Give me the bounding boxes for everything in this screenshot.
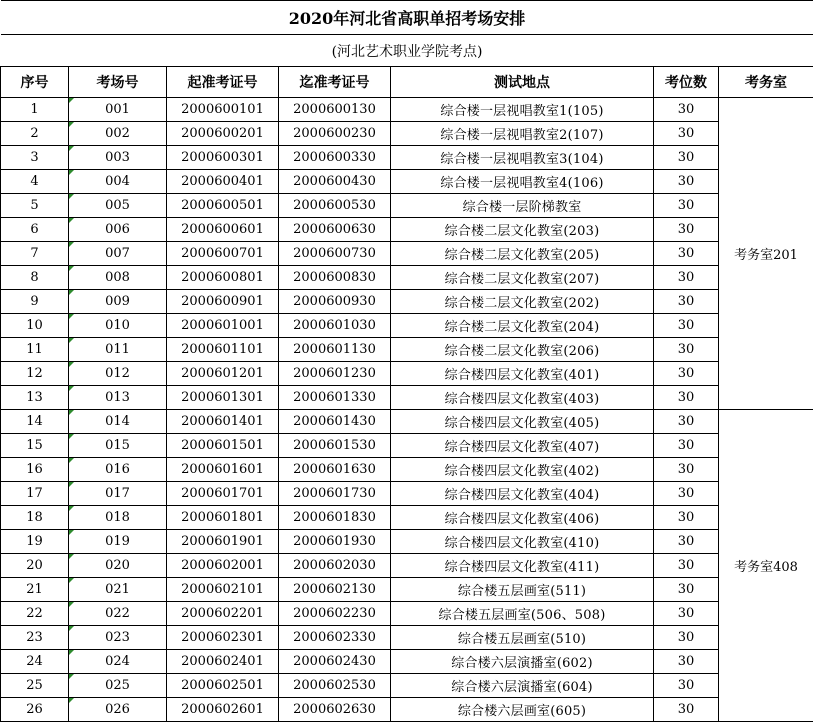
exam-room-cell: 013 [69, 386, 167, 410]
table-row [1, 410, 813, 434]
location-cell: 综合楼四层文化教室(401) [391, 362, 654, 386]
seats-cell: 30 [654, 290, 719, 314]
table-row [1, 578, 813, 602]
row-number-cell: 1 [1, 98, 69, 122]
start-id-cell: 2000601401 [167, 410, 279, 434]
exam-room-cell: 024 [69, 650, 167, 674]
location-cell: 综合楼四层文化教室(407) [391, 434, 654, 458]
row-number-cell: 2 [1, 122, 69, 146]
exam-room-cell: 017 [69, 482, 167, 506]
exam-room-cell: 004 [69, 170, 167, 194]
header-location: 测试地点 [391, 67, 654, 98]
location-cell: 综合楼二层文化教室(203) [391, 218, 654, 242]
end-id-cell: 2000601330 [279, 386, 391, 410]
table-row [1, 98, 813, 122]
exam-room-cell: 014 [69, 410, 167, 434]
location-cell: 综合楼四层文化教室(404) [391, 482, 654, 506]
row-number-cell: 19 [1, 530, 69, 554]
end-id-cell: 2000601630 [279, 458, 391, 482]
start-id-cell: 2000601301 [167, 386, 279, 410]
end-id-cell: 2000600230 [279, 122, 391, 146]
table-row [1, 386, 813, 410]
seats-cell: 30 [654, 362, 719, 386]
exam-room-cell: 021 [69, 578, 167, 602]
row-number-cell: 20 [1, 554, 69, 578]
start-id-cell: 2000602601 [167, 698, 279, 722]
table-row [1, 554, 813, 578]
seats-cell: 30 [654, 338, 719, 362]
table-row [1, 698, 813, 722]
office-cell: 考务室408 [719, 410, 813, 722]
seats-cell: 30 [654, 554, 719, 578]
end-id-cell: 2000602030 [279, 554, 391, 578]
table-row [1, 530, 813, 554]
start-id-cell: 2000601801 [167, 506, 279, 530]
exam-room-cell: 006 [69, 218, 167, 242]
table-row [1, 506, 813, 530]
start-id-cell: 2000601001 [167, 314, 279, 338]
start-id-cell: 2000602501 [167, 674, 279, 698]
location-cell: 综合楼一层视唱教室1(105) [391, 98, 654, 122]
start-id-cell: 2000602101 [167, 578, 279, 602]
exam-room-cell: 016 [69, 458, 167, 482]
start-id-cell: 2000601101 [167, 338, 279, 362]
start-id-cell: 2000600101 [167, 98, 279, 122]
end-id-cell: 2000600330 [279, 146, 391, 170]
exam-room-cell: 003 [69, 146, 167, 170]
row-number-cell: 6 [1, 218, 69, 242]
seats-cell: 30 [654, 266, 719, 290]
end-id-cell: 2000601230 [279, 362, 391, 386]
seats-cell: 30 [654, 98, 719, 122]
location-cell: 综合楼四层文化教室(403) [391, 386, 654, 410]
header-no: 序号 [1, 67, 69, 98]
exam-room-cell: 023 [69, 626, 167, 650]
sheet-subtitle: (河北艺术职业学院考点) [1, 35, 813, 67]
end-id-cell: 2000601730 [279, 482, 391, 506]
end-id-cell: 2000601430 [279, 410, 391, 434]
location-cell: 综合楼四层文化教室(406) [391, 506, 654, 530]
end-id-cell: 2000600630 [279, 218, 391, 242]
start-id-cell: 2000600301 [167, 146, 279, 170]
exam-room-cell: 008 [69, 266, 167, 290]
location-cell: 综合楼四层文化教室(402) [391, 458, 654, 482]
table-row [1, 602, 813, 626]
location-cell: 综合楼六层画室(605) [391, 698, 654, 722]
seats-cell: 30 [654, 482, 719, 506]
end-id-cell: 2000600730 [279, 242, 391, 266]
exam-room-cell: 026 [69, 698, 167, 722]
table-row [1, 650, 813, 674]
seats-cell: 30 [654, 698, 719, 722]
row-number-cell: 3 [1, 146, 69, 170]
table-row [1, 242, 813, 266]
location-cell: 综合楼一层阶梯教室 [391, 194, 654, 218]
row-number-cell: 10 [1, 314, 69, 338]
exam-room-cell: 022 [69, 602, 167, 626]
row-number-cell: 9 [1, 290, 69, 314]
location-cell: 综合楼四层文化教室(410) [391, 530, 654, 554]
seats-cell: 30 [654, 146, 719, 170]
location-cell: 综合楼二层文化教室(206) [391, 338, 654, 362]
table-row [1, 194, 813, 218]
table-row [1, 458, 813, 482]
table-row [1, 122, 813, 146]
start-id-cell: 2000601201 [167, 362, 279, 386]
location-cell: 综合楼六层演播室(604) [391, 674, 654, 698]
end-id-cell: 2000601030 [279, 314, 391, 338]
header-seats: 考位数 [654, 67, 719, 98]
location-cell: 综合楼一层视唱教室3(104) [391, 146, 654, 170]
exam-room-cell: 012 [69, 362, 167, 386]
row-number-cell: 4 [1, 170, 69, 194]
location-cell: 综合楼二层文化教室(207) [391, 266, 654, 290]
exam-room-cell: 020 [69, 554, 167, 578]
table-row [1, 674, 813, 698]
row-number-cell: 11 [1, 338, 69, 362]
location-cell: 综合楼四层文化教室(411) [391, 554, 654, 578]
end-id-cell: 2000600830 [279, 266, 391, 290]
end-id-cell: 2000601530 [279, 434, 391, 458]
seats-cell: 30 [654, 242, 719, 266]
exam-room-cell: 018 [69, 506, 167, 530]
start-id-cell: 2000601701 [167, 482, 279, 506]
seats-cell: 30 [654, 410, 719, 434]
table-row [1, 218, 813, 242]
row-number-cell: 22 [1, 602, 69, 626]
exam-room-cell: 011 [69, 338, 167, 362]
end-id-cell: 2000600130 [279, 98, 391, 122]
end-id-cell: 2000602430 [279, 650, 391, 674]
table-row [1, 338, 813, 362]
row-number-cell: 25 [1, 674, 69, 698]
end-id-cell: 2000602330 [279, 626, 391, 650]
row-number-cell: 14 [1, 410, 69, 434]
seats-cell: 30 [654, 386, 719, 410]
seats-cell: 30 [654, 170, 719, 194]
seats-cell: 30 [654, 122, 719, 146]
seats-cell: 30 [654, 674, 719, 698]
table-row [1, 146, 813, 170]
start-id-cell: 2000601901 [167, 530, 279, 554]
seats-cell: 30 [654, 530, 719, 554]
table-row [1, 170, 813, 194]
seats-cell: 30 [654, 314, 719, 338]
sheet-title: 2020年河北省高职单招考场安排 [1, 1, 813, 35]
location-cell: 综合楼一层视唱教室2(107) [391, 122, 654, 146]
seats-cell: 30 [654, 218, 719, 242]
row-number-cell: 7 [1, 242, 69, 266]
location-cell: 综合楼五层画室(506、508) [391, 602, 654, 626]
row-number-cell: 23 [1, 626, 69, 650]
seats-cell: 30 [654, 650, 719, 674]
end-id-cell: 2000602230 [279, 602, 391, 626]
row-number-cell: 8 [1, 266, 69, 290]
end-id-cell: 2000601130 [279, 338, 391, 362]
end-id-cell: 2000601830 [279, 506, 391, 530]
end-id-cell: 2000601930 [279, 530, 391, 554]
row-number-cell: 17 [1, 482, 69, 506]
start-id-cell: 2000601601 [167, 458, 279, 482]
exam-room-cell: 001 [69, 98, 167, 122]
end-id-cell: 2000602530 [279, 674, 391, 698]
row-number-cell: 12 [1, 362, 69, 386]
start-id-cell: 2000600401 [167, 170, 279, 194]
end-id-cell: 2000602630 [279, 698, 391, 722]
office-cell: 考务室201 [719, 98, 813, 410]
row-number-cell: 24 [1, 650, 69, 674]
header-room: 考场号 [69, 67, 167, 98]
start-id-cell: 2000600701 [167, 242, 279, 266]
location-cell: 综合楼一层视唱教室4(106) [391, 170, 654, 194]
exam-room-cell: 015 [69, 434, 167, 458]
exam-room-cell: 005 [69, 194, 167, 218]
seats-cell: 30 [654, 434, 719, 458]
start-id-cell: 2000600801 [167, 266, 279, 290]
location-cell: 综合楼四层文化教室(405) [391, 410, 654, 434]
row-number-cell: 5 [1, 194, 69, 218]
exam-room-cell: 009 [69, 290, 167, 314]
exam-room-cell: 002 [69, 122, 167, 146]
end-id-cell: 2000600430 [279, 170, 391, 194]
table-row [1, 482, 813, 506]
end-id-cell: 2000600930 [279, 290, 391, 314]
location-cell: 综合楼六层演播室(602) [391, 650, 654, 674]
location-cell: 综合楼五层画室(510) [391, 626, 654, 650]
table-row [1, 266, 813, 290]
seats-cell: 30 [654, 194, 719, 218]
end-id-cell: 2000602130 [279, 578, 391, 602]
table-row [1, 626, 813, 650]
start-id-cell: 2000602001 [167, 554, 279, 578]
row-number-cell: 26 [1, 698, 69, 722]
location-cell: 综合楼二层文化教室(205) [391, 242, 654, 266]
location-cell: 综合楼二层文化教室(204) [391, 314, 654, 338]
exam-room-cell: 007 [69, 242, 167, 266]
exam-room-cell: 025 [69, 674, 167, 698]
header-end-id: 迄准考证号 [279, 67, 391, 98]
start-id-cell: 2000602301 [167, 626, 279, 650]
header-office: 考务室 [719, 67, 813, 98]
table-row [1, 314, 813, 338]
seats-cell: 30 [654, 602, 719, 626]
seats-cell: 30 [654, 626, 719, 650]
header-start-id: 起准考证号 [167, 67, 279, 98]
row-number-cell: 13 [1, 386, 69, 410]
start-id-cell: 2000601501 [167, 434, 279, 458]
row-number-cell: 21 [1, 578, 69, 602]
table-row [1, 290, 813, 314]
row-number-cell: 15 [1, 434, 69, 458]
table-row [1, 362, 813, 386]
exam-room-cell: 010 [69, 314, 167, 338]
start-id-cell: 2000600901 [167, 290, 279, 314]
row-number-cell: 18 [1, 506, 69, 530]
seats-cell: 30 [654, 506, 719, 530]
header-row [1, 67, 813, 98]
seats-cell: 30 [654, 458, 719, 482]
location-cell: 综合楼五层画室(511) [391, 578, 654, 602]
start-id-cell: 2000602201 [167, 602, 279, 626]
start-id-cell: 2000600601 [167, 218, 279, 242]
seats-cell: 30 [654, 578, 719, 602]
exam-room-cell: 019 [69, 530, 167, 554]
end-id-cell: 2000600530 [279, 194, 391, 218]
start-id-cell: 2000600501 [167, 194, 279, 218]
location-cell: 综合楼二层文化教室(202) [391, 290, 654, 314]
start-id-cell: 2000602401 [167, 650, 279, 674]
table-row [1, 434, 813, 458]
start-id-cell: 2000600201 [167, 122, 279, 146]
row-number-cell: 16 [1, 458, 69, 482]
